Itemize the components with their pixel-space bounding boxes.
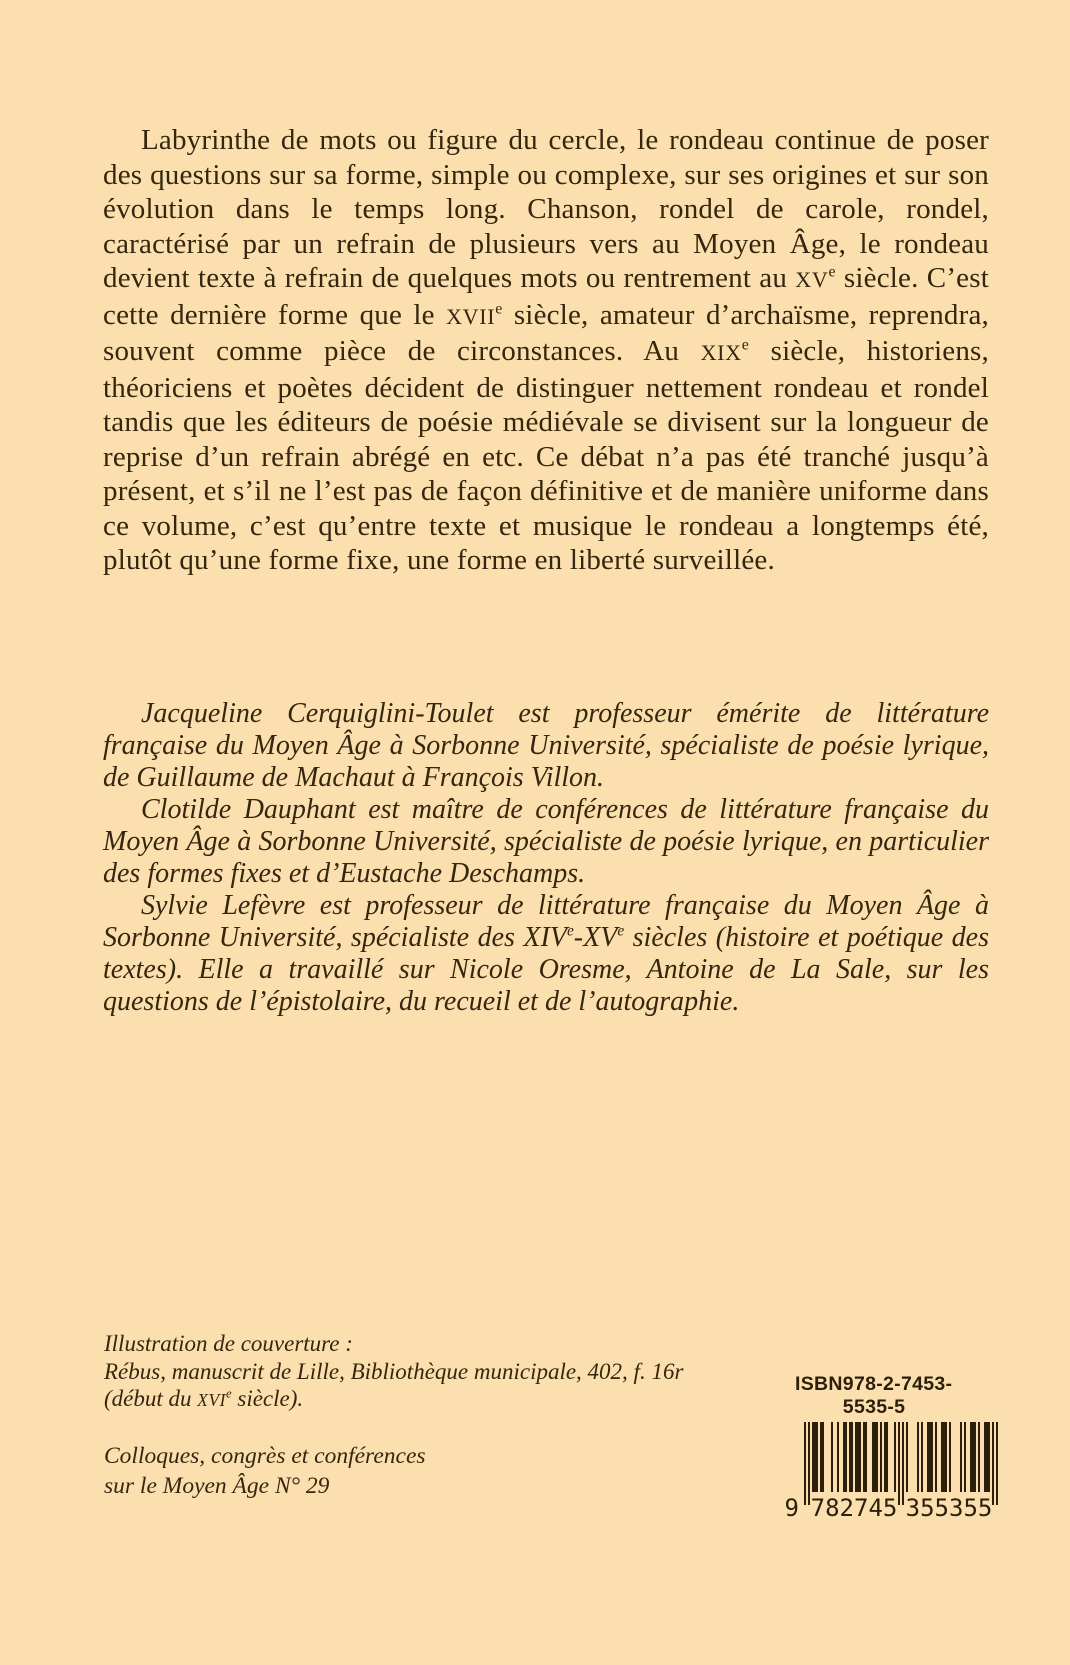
cover-illustration-credit [104, 1330, 744, 1415]
author-bios [103, 698, 989, 1018]
isbn-number: 978-2-7453-5535-5 [842, 1373, 953, 1418]
author-bio-lefevre: Sylvie Lefèvre est professeur de littérature française du Moyen Âge à Sorbonne Université, spécialiste des XIVe-XVe siècles (histoire et poétique des textes). Elle a travaillé sur Nicole Oresme, Antoine de La Sale, sur les questions de l’épistolaire, du recueil et de l’autographie. [103, 890, 989, 1017]
series-number: sur le Moyen Âge N° 29 [104, 1472, 330, 1499]
cover-credit-date: (début du XVIe siècle). [104, 1386, 304, 1411]
isbn-label: ISBN [795, 1373, 843, 1395]
cover-credit-source: Rébus, manuscrit de Lille, Bibliothèque municipale, 402, f. 16r [104, 1358, 684, 1384]
synopsis-paragraph: Labyrinthe de mots ou figure du cercle, le rondeau continue de poser des questions sur sa forme, simple ou complexe, sur ses origines et sur son évolution dans le temps long. Chanson, rondel de carole, rondel, caractérisé par un refrain de plusieurs vers au Moyen Âge, le rondeau devient texte à refrain de quelques mots ou rentrement au XVe siècle. C’est cette dernière forme que le XVIIe siècle, amateur d’archaïsme, reprendra, souvent comme pièce de circonstances. Au XIXe siècle, historiens, théoriciens et poètes décident de distinguer nettement rondeau et rondel tandis que les éditeurs de poésie médiévale se divisent sur la longueur de reprise d’un refrain abrégé en etc. Ce débat n’a pas été tranché jusqu’à présent, et s’il ne l’est pas de façon définitive et de manière uniforme dans ce volume, c’est qu’entre texte et musique le rondeau a longtemps été, plutôt qu’une forme fixe, une forme en liberté surveillée. [103, 124, 989, 576]
ean-first-digit: 9 [784, 1494, 799, 1522]
author-bio-cerquiglini-toulet: Jacqueline Cerquiglini-Toulet est professeur émérite de littérature française du Moyen Âge à Sorbonne Université, spécialiste de poésie lyrique, de Guillaume de Machaut à François Villon. [103, 698, 989, 793]
ean13-barcode [784, 1422, 999, 1524]
author-bio-dauphant: Clotilde Dauphant est maître de conférences de littérature française du Moyen Âge à Sorbonne Université, spécialiste de poésie lyrique, en particulier des formes fixes et d’Eustache Deschamps. [103, 794, 989, 889]
ean-right-group: 355355 [905, 1494, 993, 1522]
series-mention [104, 1442, 744, 1501]
isbn-line [795, 1373, 999, 1419]
cover-credit-heading: Illustration de couverture : [104, 1331, 353, 1356]
series-name: Colloques, congrès et conférences [104, 1443, 426, 1469]
ean-left-group: 782745 [810, 1494, 898, 1522]
isbn-barcode-block [784, 1373, 999, 1524]
